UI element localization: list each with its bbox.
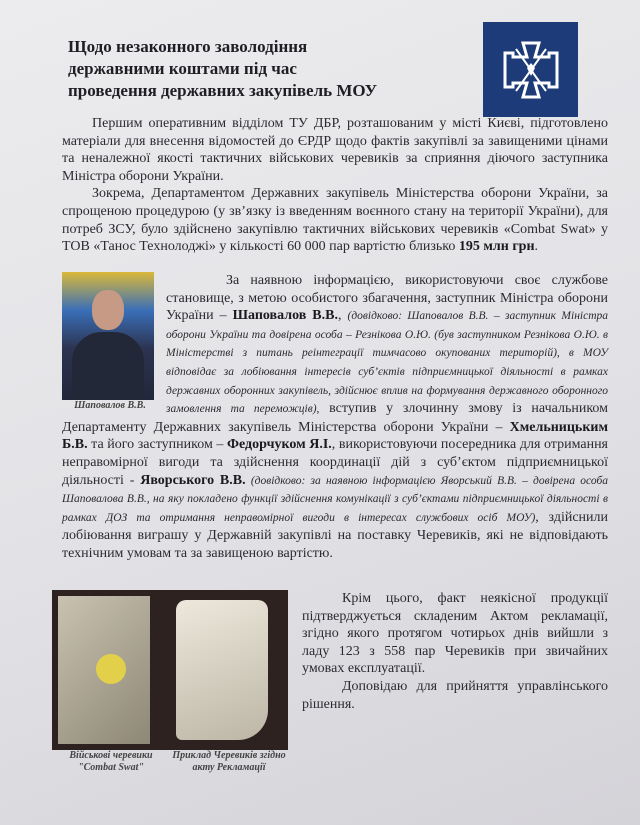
portrait-image (62, 272, 154, 400)
boots-caption: Приклад Черевиків згідно акту Рекламації (172, 750, 286, 773)
name: Шаповалов В.В. (232, 308, 338, 324)
paragraph-1: Першим оперативним відділом ТУ ДБР, розташованим у місті Києві, підготовлено матеріали для внесення відомостей до ЄРДР щодо фактів закупівлі за завищеними цінами та неналежної якості тактичних військових черевиків за сприяння діючого заступника Міністра оборони України. (62, 116, 608, 184)
text: , здійснили лобіювання виграшу у Державній закупівлі на поставку Черевиків, які не відповідають технічним умовам та за завищеною вартістю. (62, 509, 609, 561)
amount: 195 млн грн (458, 239, 535, 255)
name: Федорчуком Я.І. (227, 437, 332, 453)
main-section (62, 272, 608, 563)
paragraph-2 (62, 185, 608, 255)
reference-note: (довідково: за наявною інформацією Яворський В.В. – довірена особа Шаповалова В.В., на яку покладено функції здійснення комунікації з суб’єктами підприємницької діяльності в рамках ДОЗ та отримання неправомірної вигоди в інтересах службових осіб МОУ) (62, 474, 609, 524)
damaged-boot-image (176, 600, 268, 740)
title-line: проведення державних закупівель МОУ (68, 81, 378, 100)
text: , використовуючи посередника для отримання неправомірної вигоди та здійснення координації дій з суб’єктом підприємницької діяльності - (62, 437, 608, 488)
boots-caption: Військові черевики "Combat Swat" (69, 750, 153, 773)
text: та його заступником – (87, 437, 227, 453)
text: Зокрема, Департаментом Державних закупівель Міністерства оборони України, за спрощеною процедурою (у зв’язку із введенням воєнного стану на території України), для потреб ЗСУ, було здійснено закупівлю тактичних військових черевиків «Combat Swat» у ТОВ «Танос Технолоджі» у кількості 60 000 пар вартістю близько (62, 186, 608, 255)
text: . (534, 239, 539, 255)
document-title (68, 36, 377, 102)
ministry-emblem-logo (483, 22, 578, 117)
paragraph-5: Доповідаю для прийняття управлінського рішення. (302, 678, 608, 712)
title-line: Щодо незаконного заволодіння (68, 37, 308, 56)
text: вступив у злочинну змову із начальником Департаменту Державних закупівель Міністерства оборони України – (62, 401, 608, 435)
official-photo (62, 272, 158, 412)
reference-note: (довідково: Шаповалов В.В. – заступник Міністра оборони України та довірена особа – Резнікова О.Ю. (був заступником Резнікова О.Ю. в Міністерстві з питань реінтеграції тимчасово окупованих територій), в МОУ відповідає за лобіювання інтересів суб’єктів підприємницької діяльності в рамках державних оборонних закупівель, здійснює вплив на формування державного оборонного замовлення та переможців), (166, 310, 609, 416)
name: Хмельницьким Б.В. (62, 419, 608, 453)
name: Яворського В.В. (140, 472, 246, 488)
cross-emblem-icon (496, 35, 566, 105)
boots-photos (52, 590, 288, 774)
title-line: державними коштами під час (68, 59, 297, 78)
photo-caption: Шаповалов В.В. (74, 400, 146, 411)
boots-image (52, 590, 288, 750)
text: , (337, 308, 348, 324)
paragraph-4: Крім цього, факт неякісної продукції підтверджується складеним Актом рекламації, згідно якого протягом чотирьох днів вийшли з ладу 123 з 558 пар Черевиків при звичайних умовах експлуатації. (302, 591, 608, 677)
intro-section (62, 115, 608, 256)
closing-section (62, 590, 608, 774)
packaged-boots-image (58, 596, 150, 744)
text: За наявною інформацією, використовуючи своє службове становище, з метою особистого збагачення, заступник Міністра оборони України – (166, 273, 608, 324)
